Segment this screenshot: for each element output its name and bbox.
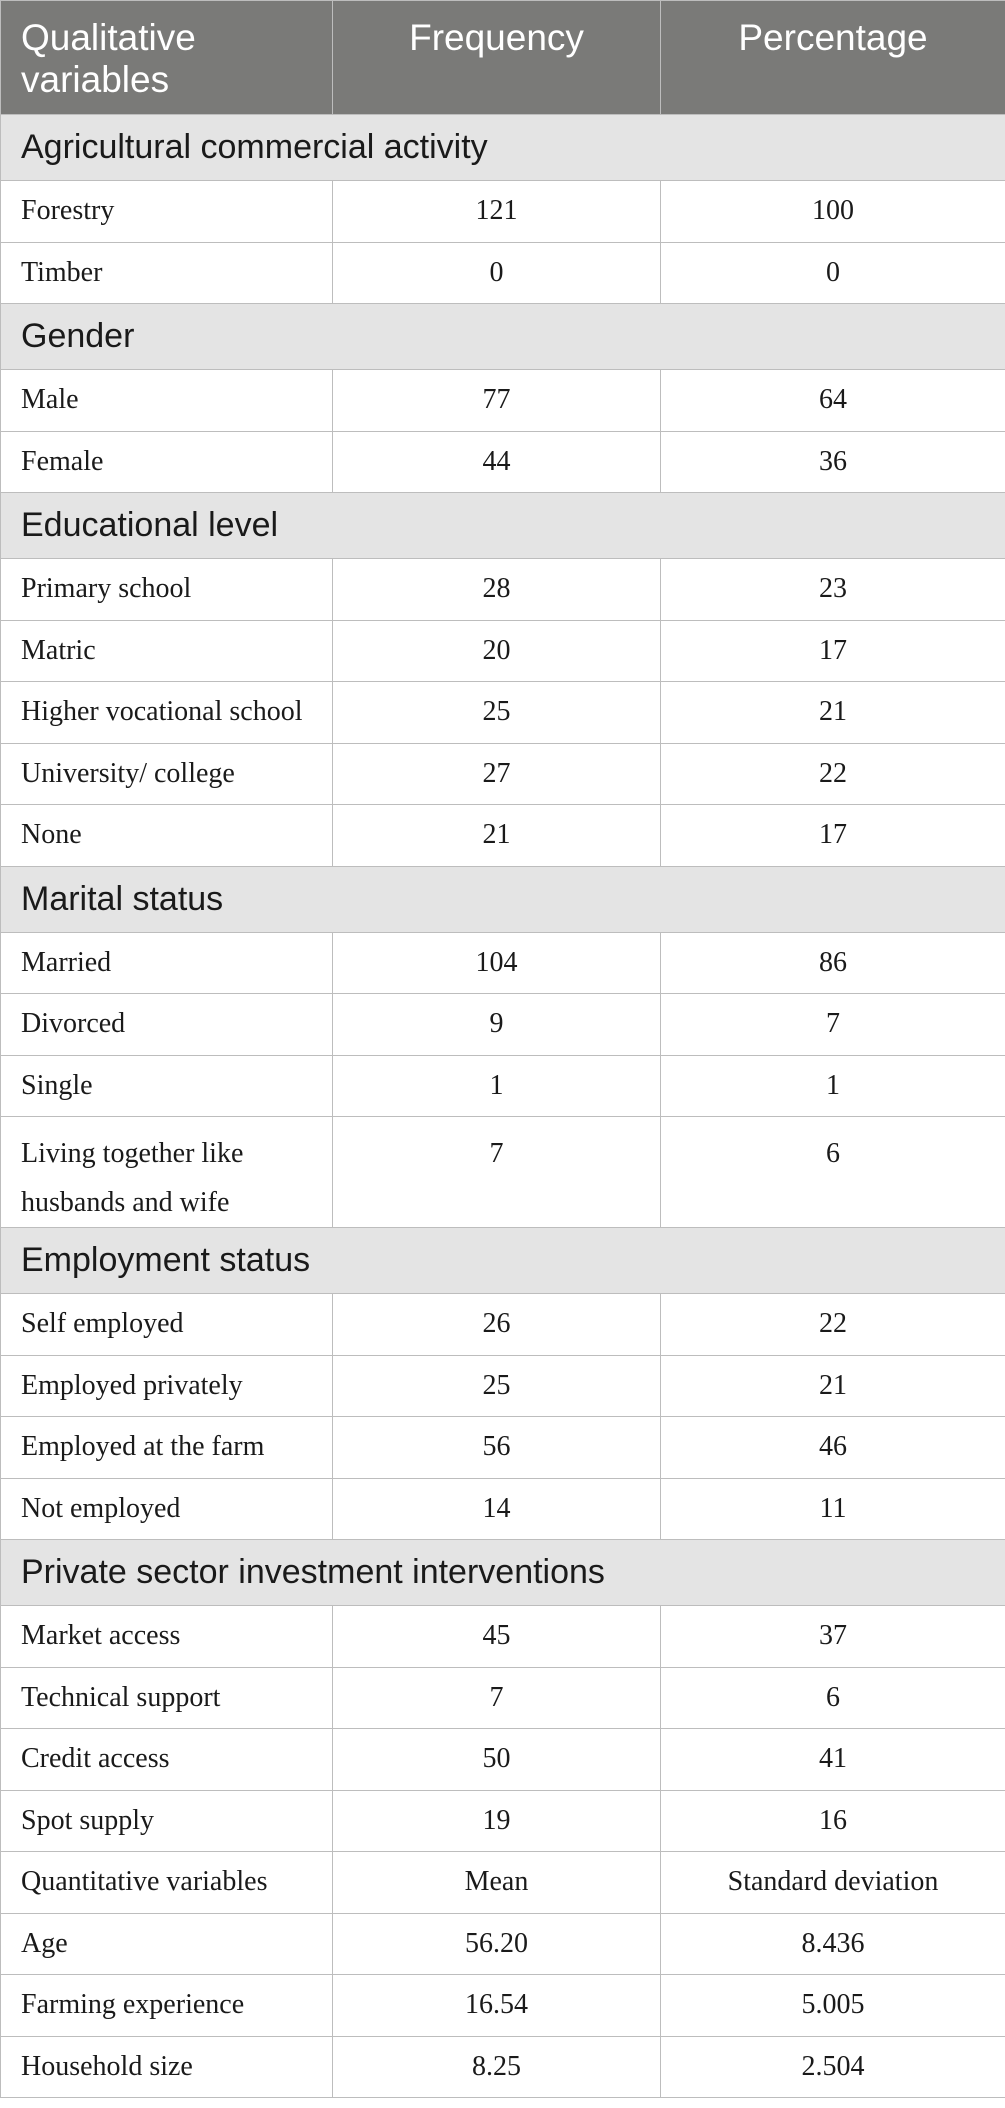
row-label: Matric bbox=[1, 620, 333, 682]
percentage-cell: 23 bbox=[661, 559, 1005, 621]
row-label: Living together like husbands and wife bbox=[1, 1117, 333, 1228]
frequency-cell: 1 bbox=[333, 1055, 661, 1117]
percentage-cell: 64 bbox=[661, 370, 1005, 432]
percentage-cell: 86 bbox=[661, 932, 1005, 994]
table-row bbox=[1, 1117, 1005, 1228]
frequency-cell: 44 bbox=[333, 431, 661, 493]
table-row bbox=[1, 932, 1005, 994]
row-label: Employed privately bbox=[1, 1355, 333, 1417]
frequency-cell: 7 bbox=[333, 1667, 661, 1729]
frequency-cell: 27 bbox=[333, 743, 661, 805]
section-row-gender bbox=[1, 304, 1005, 370]
row-label: Technical support bbox=[1, 1667, 333, 1729]
table-row bbox=[1, 682, 1005, 744]
section-row-agricultural-activity bbox=[1, 115, 1005, 181]
table-row bbox=[1, 181, 1005, 243]
percentage-cell: 36 bbox=[661, 431, 1005, 493]
mean-cell: 16.54 bbox=[333, 1975, 661, 2037]
frequency-cell: 77 bbox=[333, 370, 661, 432]
section-row-marital-status bbox=[1, 866, 1005, 932]
section-row-educational-level bbox=[1, 493, 1005, 559]
percentage-cell: 21 bbox=[661, 682, 1005, 744]
row-label: Farming experience bbox=[1, 1975, 333, 2037]
table-row bbox=[1, 1913, 1005, 1975]
section-title: Marital status bbox=[1, 866, 1005, 932]
percentage-cell: 100 bbox=[661, 181, 1005, 243]
header-frequency: Frequency bbox=[333, 1, 661, 115]
row-label: Forestry bbox=[1, 181, 333, 243]
percentage-cell: 17 bbox=[661, 620, 1005, 682]
header-qualitative-variables: Qualitative variables bbox=[1, 1, 333, 115]
frequency-cell: 26 bbox=[333, 1294, 661, 1356]
table-header-row bbox=[1, 1, 1005, 115]
section-title: Gender bbox=[1, 304, 1005, 370]
quantitative-variables-label: Quantitative variables bbox=[1, 1852, 333, 1914]
table-row bbox=[1, 994, 1005, 1056]
table-row bbox=[1, 370, 1005, 432]
percentage-cell: 6 bbox=[661, 1117, 1005, 1228]
table-row bbox=[1, 1729, 1005, 1791]
percentage-cell: 1 bbox=[661, 1055, 1005, 1117]
table-row bbox=[1, 743, 1005, 805]
section-row-employment-status bbox=[1, 1228, 1005, 1294]
table-row bbox=[1, 620, 1005, 682]
frequency-cell: 0 bbox=[333, 242, 661, 304]
table-row bbox=[1, 1606, 1005, 1668]
frequency-cell: 28 bbox=[333, 559, 661, 621]
percentage-cell: 0 bbox=[661, 242, 1005, 304]
table-row bbox=[1, 1478, 1005, 1540]
percentage-cell: 11 bbox=[661, 1478, 1005, 1540]
row-label: Timber bbox=[1, 242, 333, 304]
frequency-cell: 7 bbox=[333, 1117, 661, 1228]
frequency-cell: 45 bbox=[333, 1606, 661, 1668]
frequency-cell: 121 bbox=[333, 181, 661, 243]
frequency-cell: 104 bbox=[333, 932, 661, 994]
row-label: Household size bbox=[1, 2036, 333, 2098]
mean-cell: 56.20 bbox=[333, 1913, 661, 1975]
section-title: Private sector investment interventions bbox=[1, 1540, 1005, 1606]
row-label: University/ college bbox=[1, 743, 333, 805]
frequency-cell: 21 bbox=[333, 805, 661, 867]
percentage-cell: 7 bbox=[661, 994, 1005, 1056]
frequency-cell: 20 bbox=[333, 620, 661, 682]
percentage-cell: 41 bbox=[661, 1729, 1005, 1791]
table-row bbox=[1, 2036, 1005, 2098]
frequency-cell: 56 bbox=[333, 1417, 661, 1479]
percentage-cell: 21 bbox=[661, 1355, 1005, 1417]
percentage-cell: 17 bbox=[661, 805, 1005, 867]
sd-cell: 8.436 bbox=[661, 1913, 1005, 1975]
header-percentage: Percentage bbox=[661, 1, 1005, 115]
table-row bbox=[1, 1355, 1005, 1417]
section-title: Agricultural commercial activity bbox=[1, 115, 1005, 181]
percentage-cell: 46 bbox=[661, 1417, 1005, 1479]
row-label: Spot supply bbox=[1, 1790, 333, 1852]
row-label: Employed at the farm bbox=[1, 1417, 333, 1479]
table-row bbox=[1, 1055, 1005, 1117]
row-label: Married bbox=[1, 932, 333, 994]
sd-cell: 2.504 bbox=[661, 2036, 1005, 2098]
quantitative-header-row bbox=[1, 1852, 1005, 1914]
frequency-cell: 50 bbox=[333, 1729, 661, 1791]
row-label: Self employed bbox=[1, 1294, 333, 1356]
table-row bbox=[1, 242, 1005, 304]
section-row-private-sector-interventions bbox=[1, 1540, 1005, 1606]
percentage-cell: 6 bbox=[661, 1667, 1005, 1729]
table-row bbox=[1, 559, 1005, 621]
frequency-cell: 14 bbox=[333, 1478, 661, 1540]
table-row bbox=[1, 1294, 1005, 1356]
frequency-cell: 19 bbox=[333, 1790, 661, 1852]
row-label: None bbox=[1, 805, 333, 867]
sd-cell: 5.005 bbox=[661, 1975, 1005, 2037]
row-label: Primary school bbox=[1, 559, 333, 621]
row-label: Credit access bbox=[1, 1729, 333, 1791]
row-label: Higher vocational school bbox=[1, 682, 333, 744]
table-row bbox=[1, 1790, 1005, 1852]
table-row bbox=[1, 805, 1005, 867]
row-label: Divorced bbox=[1, 994, 333, 1056]
percentage-cell: 22 bbox=[661, 743, 1005, 805]
section-title: Employment status bbox=[1, 1228, 1005, 1294]
frequency-cell: 25 bbox=[333, 1355, 661, 1417]
row-label: Female bbox=[1, 431, 333, 493]
header-standard-deviation: Standard deviation bbox=[661, 1852, 1005, 1914]
percentage-cell: 37 bbox=[661, 1606, 1005, 1668]
percentage-cell: 16 bbox=[661, 1790, 1005, 1852]
frequency-cell: 25 bbox=[333, 682, 661, 744]
row-label: Market access bbox=[1, 1606, 333, 1668]
table-row bbox=[1, 1667, 1005, 1729]
frequency-cell: 9 bbox=[333, 994, 661, 1056]
table-row bbox=[1, 431, 1005, 493]
mean-cell: 8.25 bbox=[333, 2036, 661, 2098]
table-row bbox=[1, 1417, 1005, 1479]
row-label: Single bbox=[1, 1055, 333, 1117]
row-label: Male bbox=[1, 370, 333, 432]
percentage-cell: 22 bbox=[661, 1294, 1005, 1356]
row-label: Not employed bbox=[1, 1478, 333, 1540]
row-label: Age bbox=[1, 1913, 333, 1975]
header-mean: Mean bbox=[333, 1852, 661, 1914]
section-title: Educational level bbox=[1, 493, 1005, 559]
table-row bbox=[1, 1975, 1005, 2037]
